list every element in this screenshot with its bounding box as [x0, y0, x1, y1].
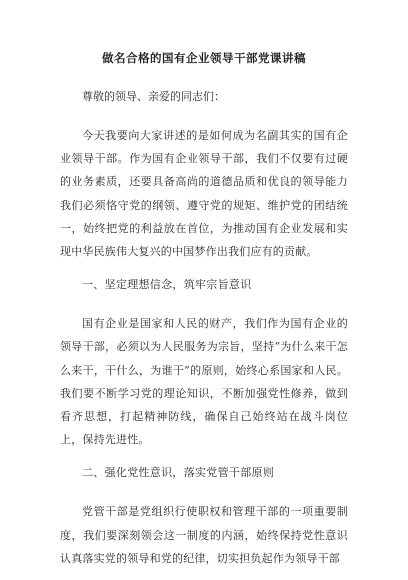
- greeting-line: 尊敬的领导、亲爱的同志们：: [82, 90, 225, 103]
- section-heading-1: 一、坚定理想信念，筑牢宗旨意识: [82, 278, 252, 292]
- section-2-paragraph: 党管干部是党组织行使职权和管理干部的一项重要制度，我们要深刻领会这一制度的内涵，始终保持党性意识认真落实党的领导和党的纪律，切实担负起作为领导干部: [60, 505, 348, 565]
- section-1-paragraph: 国有企业是国家和人民的财产，我们作为国有企业的领导干部，必须以为人民服务为宗旨，坚持“为什么来干怎么来干，干什么，为谁干”的原则，始终心系国家和人民。我们要不断学习党的理论知识，不断加强党性修养，做到看齐思想，打起精神防线，确保自己始终站在战斗岗位上，保持先进性。: [60, 317, 348, 447]
- intro-paragraph: 今天我要向大家讲述的是如何成为名副其实的国有企业领导干部。作为国有企业领导干部，我们不仅要有过硬的业务素质，还要具备高尚的道德品质和优良的领导能力我们必须恪守党的纲领、遵守党的规矩、维护党的团结统一，始终把党的利益放在首位，为推动国有企业发展和实现中华民族伟大复兴的中国梦作出我们应有的贡献。: [60, 129, 348, 259]
- document-title: 做名合格的国有企业领导干部党课讲稿: [102, 51, 306, 65]
- section-heading-2: 二、强化党性意识，落实党管干部原则: [82, 466, 275, 480]
